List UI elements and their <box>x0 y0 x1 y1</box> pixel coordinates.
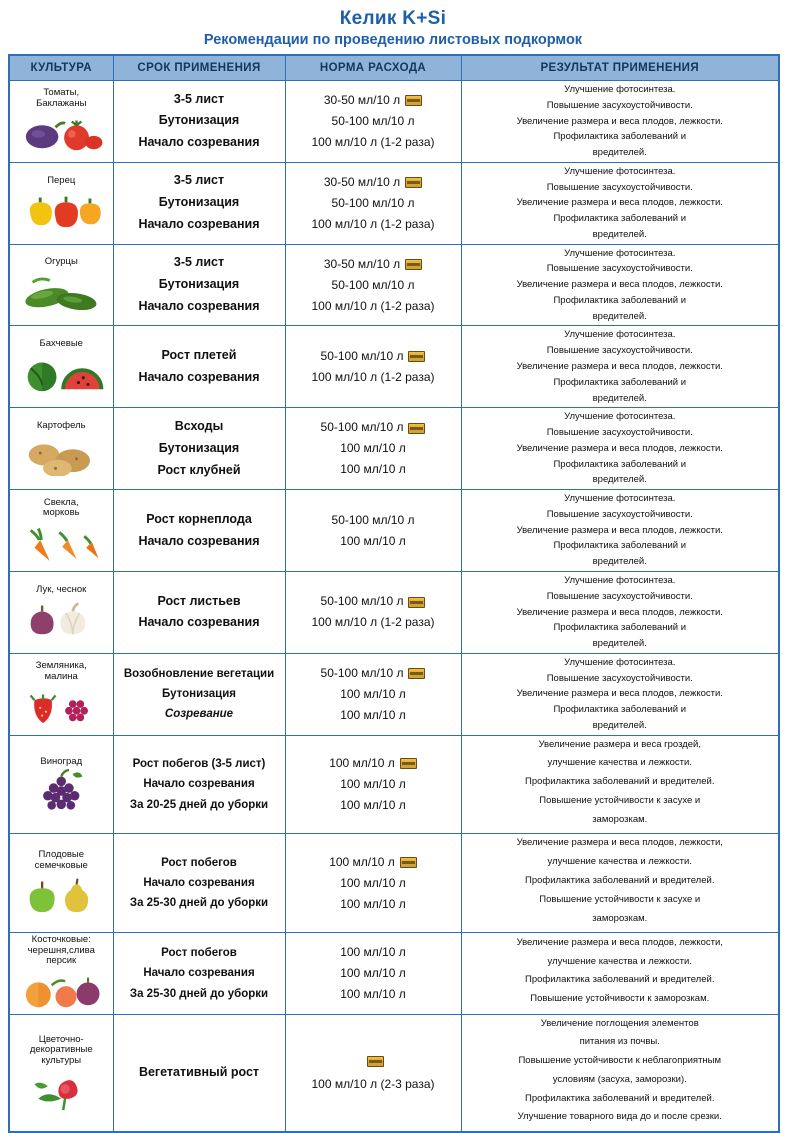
norm-line <box>288 193 459 214</box>
result-line: вредителей. <box>592 392 647 404</box>
result-cell <box>461 490 779 572</box>
culture-label: Земляника, малина <box>35 660 87 682</box>
application-term-cell <box>113 571 285 653</box>
application-term-cell <box>113 408 285 490</box>
term-line: Начало созревания <box>138 299 260 313</box>
culture-label: Огурцы <box>44 256 78 268</box>
result-line: Профилактика заболеваний и вредителей. <box>525 874 715 886</box>
column-header-culture: КУЛЬТУРА <box>9 55 113 81</box>
term-line: Рост побегов (3-5 лист) <box>132 758 266 771</box>
term-line: Вегетативный рост <box>138 1064 260 1079</box>
norm-value: 100 мл/10 л <box>340 986 406 1001</box>
term-line: 3-5 лист <box>173 173 225 188</box>
onion-garlic-icon <box>12 596 111 640</box>
norm-value: 100 мл/10 л (1-2 раза) <box>311 216 435 231</box>
term-line: Возобновление вегетации <box>123 668 275 681</box>
norm-value: 50-100 мл/10 л <box>320 594 404 609</box>
norm-value: 30-50 мл/10 л <box>323 92 401 107</box>
apple-pear-icon <box>12 872 111 916</box>
term-line: Начало созревания <box>143 877 255 890</box>
norm-value: 100 мл/10 л <box>340 462 406 477</box>
norm-line <box>288 111 459 132</box>
result-line: Повышение устойчивости к неблагоприятным <box>518 1055 722 1067</box>
term-line: Начало созревания <box>143 967 255 980</box>
product-pack-icon <box>288 1051 459 1072</box>
consumption-rate-cell <box>285 408 461 490</box>
consumption-rate-cell <box>285 81 461 163</box>
norm-line <box>288 984 459 1005</box>
norm-value: 100 мл/10 л <box>329 854 395 869</box>
column-header-result: РЕЗУЛЬТАТ ПРИМЕНЕНИЯ <box>461 55 779 81</box>
term-line: Начало созревания <box>138 217 260 232</box>
product-pack-icon <box>405 95 422 106</box>
result-line: Повышение засухоустойчивости. <box>546 181 693 193</box>
result-line: Профилактика заболеваний и <box>553 213 687 225</box>
culture-label: Томаты, Баклажаны <box>36 87 87 109</box>
result-line: Профилактика заболеваний и <box>553 622 687 634</box>
result-line: улучшение качества и лежкости. <box>547 757 692 769</box>
term-line: Начало созревания <box>138 135 260 150</box>
norm-line <box>288 894 459 915</box>
application-term-cell <box>113 933 285 1014</box>
consumption-rate-cell <box>285 162 461 244</box>
norm-value: 100 мл/10 л <box>329 756 395 771</box>
culture-label: Цветочно- декоративные культуры <box>29 1033 93 1066</box>
result-line: Увеличение размера и веса плодов, лежкости, <box>516 936 723 948</box>
column-header-norm: НОРМА РАСХОДА <box>285 55 461 81</box>
application-term-cell <box>113 653 285 735</box>
result-line: Повышение засухоустойчивости. <box>546 99 693 111</box>
term-line: Рост листьев <box>157 593 241 608</box>
table-row <box>9 834 779 933</box>
norm-value: 100 мл/10 л <box>340 944 406 959</box>
term-line: Бутонизация <box>158 277 240 292</box>
norm-line <box>288 591 459 612</box>
product-pack-icon <box>408 668 425 679</box>
result-line: улучшение качества и лежкости. <box>547 955 692 967</box>
result-line: Повышение устойчивости к заморозкам. <box>530 993 710 1005</box>
culture-cell <box>9 834 113 933</box>
result-line: Улучшение фотосинтеза. <box>564 574 676 586</box>
result-line: вредителей. <box>592 310 647 322</box>
culture-label: Бахчевые <box>39 338 83 350</box>
norm-line <box>288 774 459 795</box>
result-line: Улучшение фотосинтеза. <box>564 329 676 341</box>
table-row <box>9 326 779 408</box>
norm-value: 100 мл/10 л <box>340 896 406 911</box>
culture-cell <box>9 735 113 834</box>
peach-plum-icon <box>12 968 111 1012</box>
product-pack-icon <box>405 177 422 188</box>
result-line: Увеличение размера и веса плодов, лежкости. <box>516 606 723 618</box>
product-pack-icon <box>408 351 425 362</box>
norm-value: 100 мл/10 л <box>340 777 406 792</box>
norm-line <box>288 795 459 816</box>
table-row <box>9 653 779 735</box>
culture-cell <box>9 933 113 1014</box>
term-line: Бутонизация <box>158 195 240 210</box>
term-line: Созревание <box>164 708 234 721</box>
table-row <box>9 933 779 1014</box>
culture-cell <box>9 408 113 490</box>
term-line: Начало созревания <box>143 778 255 791</box>
application-term-cell <box>113 735 285 834</box>
norm-line <box>288 296 459 317</box>
term-line: 3-5 лист <box>173 91 225 106</box>
norm-value: 50-100 мл/10 л <box>331 512 415 527</box>
grapes-icon <box>12 768 111 812</box>
table-row <box>9 244 779 326</box>
norm-value: 30-50 мл/10 л <box>323 256 401 271</box>
result-cell <box>461 81 779 163</box>
carrot-beet-icon <box>12 519 111 563</box>
result-line: Профилактика заболеваний и <box>553 131 687 143</box>
culture-cell <box>9 653 113 735</box>
consumption-rate-cell <box>285 933 461 1014</box>
norm-line <box>288 1074 459 1095</box>
application-term-cell <box>113 162 285 244</box>
result-line: Увеличение размера и веса плодов, лежкости. <box>516 197 723 209</box>
result-line: заморозкам. <box>592 813 648 825</box>
result-line: питания из почвы. <box>579 1036 660 1048</box>
application-term-cell <box>113 834 285 933</box>
culture-label: Плодовые семечковые <box>34 849 88 871</box>
norm-line <box>288 663 459 684</box>
norm-value: 100 мл/10 л <box>340 798 406 813</box>
norm-line <box>288 459 459 480</box>
result-line: Увеличение размера и веса плодов, лежкости. <box>516 524 723 536</box>
term-line: Рост корнеплода <box>146 511 252 526</box>
result-cell <box>461 571 779 653</box>
norm-line <box>288 753 459 774</box>
result-line: Профилактика заболеваний и <box>553 458 687 470</box>
result-line: Улучшение фотосинтеза. <box>564 493 676 505</box>
culture-label: Лук, чеснок <box>36 583 87 595</box>
table-row <box>9 408 779 490</box>
table-header-row <box>9 55 779 81</box>
consumption-rate-cell <box>285 653 461 735</box>
term-line: За 25-30 дней до уборки <box>129 987 269 1000</box>
result-line: вредителей. <box>592 228 647 240</box>
norm-line <box>288 852 459 873</box>
consumption-rate-cell <box>285 326 461 408</box>
norm-value: 50-100 мл/10 л <box>320 420 404 435</box>
result-cell <box>461 933 779 1014</box>
result-line: Увеличение размера и веса плодов, лежкости. <box>516 115 723 127</box>
norm-line <box>288 214 459 235</box>
culture-cell <box>9 326 113 408</box>
application-term-cell <box>113 81 285 163</box>
culture-label: Свекла, морковь <box>42 496 80 519</box>
table-row <box>9 735 779 834</box>
table-row <box>9 1014 779 1132</box>
consumption-rate-cell <box>285 735 461 834</box>
culture-cell <box>9 162 113 244</box>
norm-line <box>288 942 459 963</box>
result-line: Увеличение размера и веса гроздей, <box>538 738 701 750</box>
page-title: Келик K+Si <box>339 8 447 29</box>
culture-label: Перец <box>47 174 76 186</box>
result-line: Увеличение поглощения элементов <box>540 1017 699 1029</box>
result-cell <box>461 408 779 490</box>
rose-icon <box>12 1067 111 1111</box>
result-cell <box>461 834 779 933</box>
result-line: Увеличение размера и веса плодов, лежкости. <box>516 442 723 454</box>
result-line: вредителей. <box>592 556 647 568</box>
norm-value: 100 мл/10 л (2-3 раза) <box>311 1076 435 1091</box>
norm-value: 100 мл/10 л <box>340 533 406 548</box>
result-line: Профилактика заболеваний и <box>553 540 687 552</box>
term-line: Всходы <box>174 418 224 433</box>
term-line: За 25-30 дней до уборки <box>129 897 269 910</box>
norm-value: 50-100 мл/10 л <box>331 277 415 292</box>
consumption-rate-cell <box>285 834 461 933</box>
culture-cell <box>9 244 113 326</box>
result-line: вредителей. <box>592 147 647 159</box>
product-pack-icon <box>408 423 425 434</box>
result-line: заморозкам. <box>592 912 648 924</box>
term-line: Рост побегов <box>161 947 237 960</box>
consumption-rate-cell <box>285 244 461 326</box>
result-line: Улучшение фотосинтеза. <box>564 84 676 95</box>
product-pack-icon <box>400 857 417 868</box>
result-line: Увеличение размера и веса плодов, лежкости. <box>516 279 723 291</box>
result-line: Повышение устойчивости к засухе и <box>539 794 701 806</box>
consumption-rate-cell <box>285 571 461 653</box>
strawberry-raspberry-icon <box>12 683 111 727</box>
application-term-cell <box>113 1014 285 1132</box>
norm-value: 100 мл/10 л <box>340 707 406 722</box>
application-term-cell <box>113 326 285 408</box>
product-pack-icon <box>408 597 425 608</box>
result-line: вредителей. <box>592 474 647 486</box>
norm-line <box>288 254 459 275</box>
result-cell <box>461 1014 779 1132</box>
term-line: Начало созревания <box>138 533 260 548</box>
term-line: Рост плетей <box>161 348 237 363</box>
result-line: Профилактика заболеваний и <box>553 294 687 306</box>
norm-line <box>288 275 459 296</box>
norm-value: 100 мл/10 л (1-2 раза) <box>311 615 435 630</box>
norm-line <box>288 705 459 726</box>
result-line: Улучшение товарного вида до и после срезки. <box>517 1111 722 1123</box>
result-line: Улучшение фотосинтеза. <box>564 247 676 259</box>
result-line: Повышение засухоустойчивости. <box>546 427 693 439</box>
pepper-icon <box>12 187 111 231</box>
term-line: Бутонизация <box>158 440 240 455</box>
norm-value: 50-100 мл/10 л <box>320 665 404 680</box>
result-line: Увеличение размера и веса плодов, лежкости. <box>516 361 723 373</box>
result-cell <box>461 735 779 834</box>
norm-value: 100 мл/10 л (1-2 раза) <box>311 298 435 313</box>
norm-value: 30-50 мл/10 л <box>323 174 401 189</box>
norm-line <box>288 172 459 193</box>
norm-line <box>288 367 459 388</box>
result-line: Увеличение размера и веса плодов, лежкости, <box>516 837 723 849</box>
norm-value: 100 мл/10 л <box>340 441 406 456</box>
culture-cell <box>9 571 113 653</box>
norm-value: 100 мл/10 л <box>340 875 406 890</box>
norm-line <box>288 963 459 984</box>
norm-value: 100 мл/10 л (1-2 раза) <box>311 369 435 384</box>
cucumber-icon <box>12 269 111 313</box>
norm-line <box>288 510 459 531</box>
result-line: условиям (засуха, заморозки). <box>552 1073 687 1085</box>
result-line: Улучшение фотосинтеза. <box>564 411 676 423</box>
norm-line <box>288 684 459 705</box>
result-line: Повышение засухоустойчивости. <box>546 672 693 684</box>
watermelon-icon <box>12 351 111 395</box>
term-line: За 20-25 дней до уборки <box>129 798 269 811</box>
term-line: Рост побегов <box>161 857 237 870</box>
result-line: Повышение засухоустойчивости. <box>546 345 693 357</box>
result-cell <box>461 653 779 735</box>
result-line: Увеличение размера и веса плодов, лежкости. <box>516 688 723 700</box>
norm-line <box>288 346 459 367</box>
culture-label: Виноград <box>40 755 83 767</box>
culture-label: Картофель <box>36 420 86 431</box>
result-line: Профилактика заболеваний и вредителей. <box>525 776 715 788</box>
result-line: Повышение устойчивости к засухе и <box>539 893 701 905</box>
norm-value: 100 мл/10 л (1-2 раза) <box>311 134 435 149</box>
table-row <box>9 571 779 653</box>
norm-line <box>288 438 459 459</box>
result-line: Улучшение фотосинтеза. <box>564 165 676 177</box>
result-line: вредителей. <box>592 719 647 731</box>
term-line: Бутонизация <box>162 688 236 701</box>
tomato-eggplant-icon <box>12 110 111 154</box>
result-line: улучшение качества и лежкости. <box>547 856 692 868</box>
table-body <box>9 81 779 1133</box>
result-line: вредителей. <box>592 638 647 650</box>
term-line: 3-5 лист <box>173 255 225 270</box>
term-line: Бутонизация <box>158 113 240 128</box>
recommendations-table <box>8 54 780 1133</box>
norm-value: 50-100 мл/10 л <box>331 195 415 210</box>
result-line: Профилактика заболеваний и вредителей. <box>525 974 715 986</box>
norm-line <box>288 531 459 552</box>
consumption-rate-cell <box>285 1014 461 1132</box>
norm-value: 100 мл/10 л <box>340 686 406 701</box>
culture-cell <box>9 1014 113 1132</box>
norm-line <box>288 417 459 438</box>
term-line: Начало созревания <box>138 369 260 384</box>
consumption-rate-cell <box>285 490 461 572</box>
result-cell <box>461 244 779 326</box>
table-row <box>9 162 779 244</box>
norm-line <box>288 90 459 111</box>
culture-cell <box>9 490 113 572</box>
result-line: Профилактика заболеваний и <box>553 704 687 716</box>
table-row <box>9 490 779 572</box>
table-row <box>9 81 779 163</box>
norm-value: 50-100 мл/10 л <box>320 348 404 363</box>
norm-line <box>288 132 459 153</box>
result-cell <box>461 162 779 244</box>
result-line: Повышение засухоустойчивости. <box>546 508 693 520</box>
term-line: Начало созревания <box>138 615 260 630</box>
result-line: Улучшение фотосинтеза. <box>564 656 676 668</box>
culture-cell <box>9 81 113 163</box>
norm-line <box>288 612 459 633</box>
term-line: Рост клубней <box>157 462 241 477</box>
product-pack-icon <box>400 758 417 769</box>
page-subtitle: Рекомендации по проведению листовых подкормок <box>203 32 583 48</box>
norm-line <box>288 873 459 894</box>
result-cell <box>461 326 779 408</box>
result-line: Повышение засухоустойчивости. <box>546 263 693 275</box>
application-term-cell <box>113 244 285 326</box>
application-term-cell <box>113 490 285 572</box>
result-line: Профилактика заболеваний и <box>553 376 687 388</box>
column-header-term: СРОК ПРИМЕНЕНИЯ <box>113 55 285 81</box>
product-pack-icon <box>405 259 422 270</box>
norm-value: 50-100 мл/10 л <box>331 113 415 128</box>
culture-label: Косточковые: черешня,слива персик <box>27 934 95 967</box>
result-line: Профилактика заболеваний и вредителей. <box>525 1092 715 1104</box>
potato-icon <box>12 432 111 476</box>
result-line: Повышение засухоустойчивости. <box>546 590 693 602</box>
norm-value: 100 мл/10 л <box>340 965 406 980</box>
